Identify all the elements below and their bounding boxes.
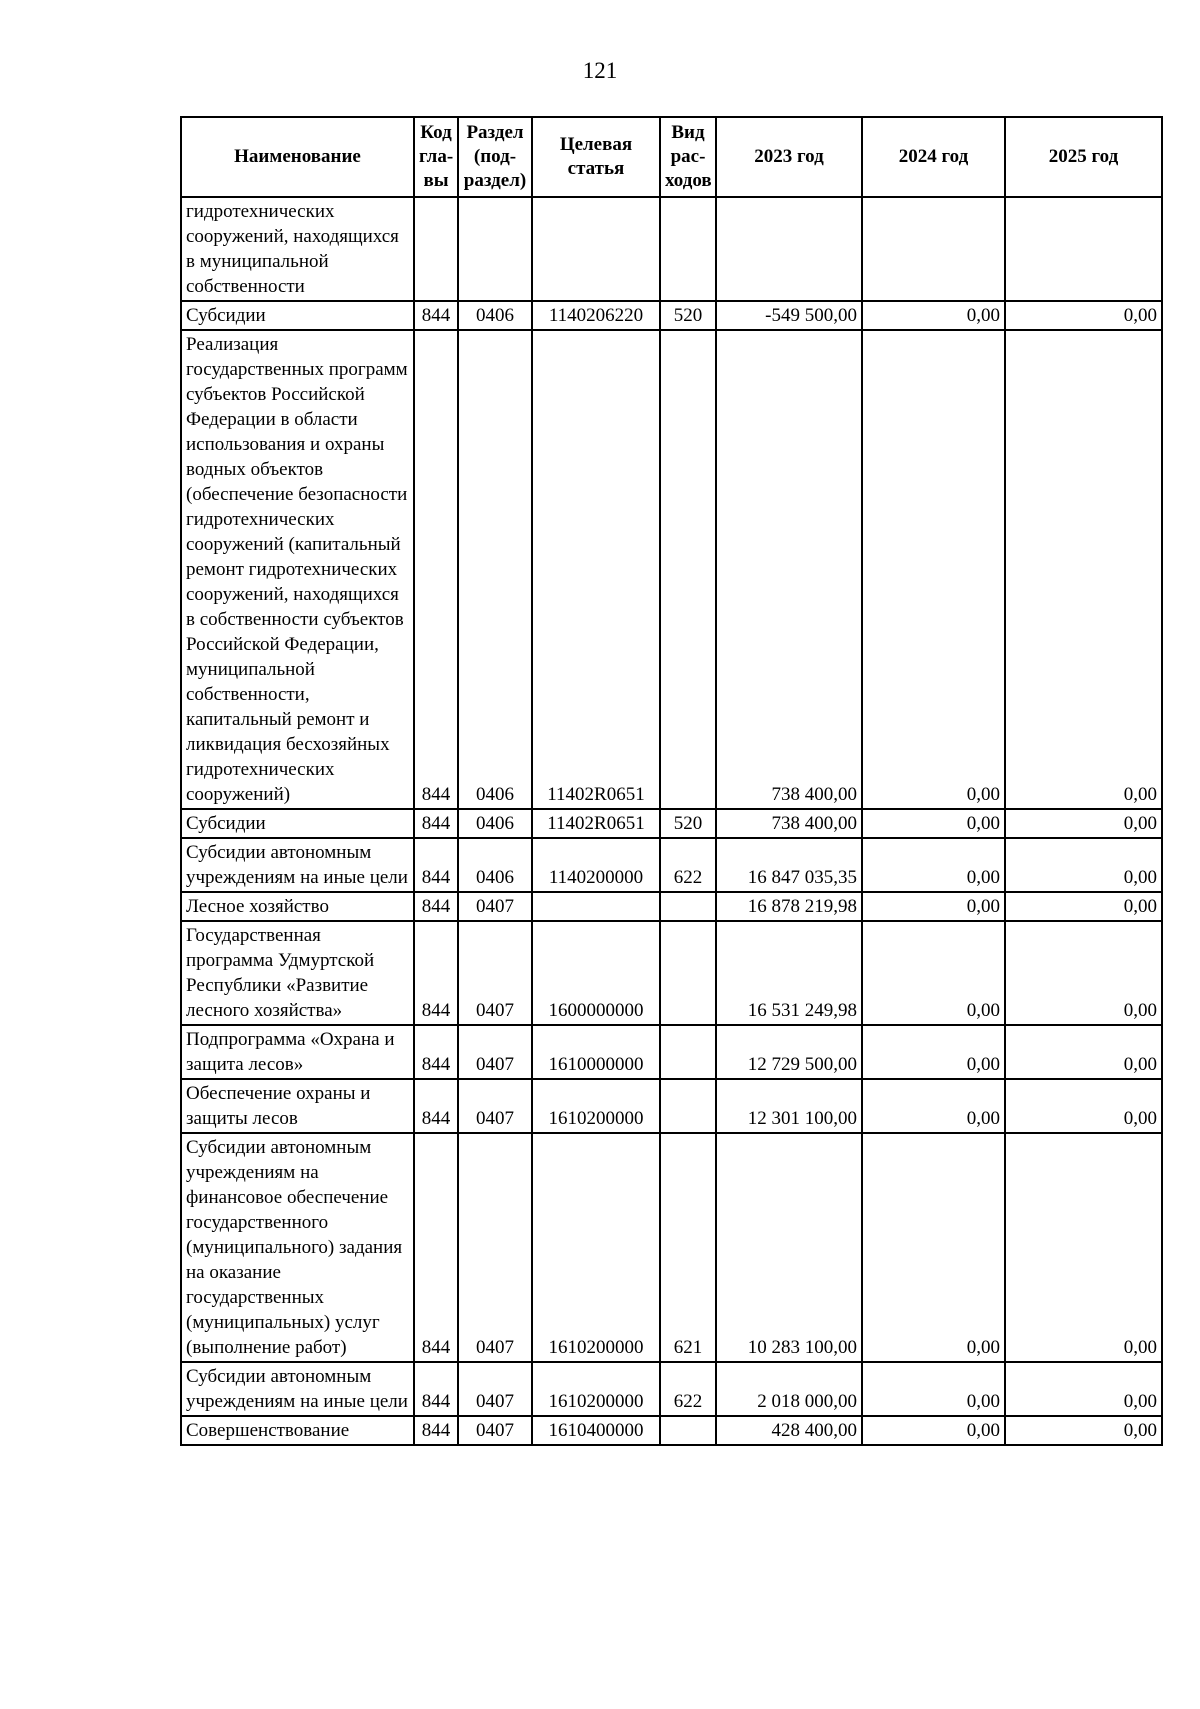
cell-target: 11402R0651 <box>532 330 660 809</box>
cell-y2024: 0,00 <box>862 892 1005 921</box>
cell-code: 844 <box>414 1025 458 1079</box>
table-row <box>181 1416 1162 1445</box>
table-row <box>181 1079 1162 1133</box>
cell-y2023: 10 283 100,00 <box>716 1133 862 1362</box>
cell-code: 844 <box>414 1416 458 1445</box>
cell-y2025: 0,00 <box>1005 1362 1162 1416</box>
header-2023: 2023 год <box>716 117 862 197</box>
header-type: Вид рас- ходов <box>660 117 716 197</box>
cell-y2025: 0,00 <box>1005 330 1162 809</box>
cell-type: 622 <box>660 838 716 892</box>
cell-target: 1600000000 <box>532 921 660 1025</box>
cell-code <box>414 197 458 301</box>
header-2024: 2024 год <box>862 117 1005 197</box>
table-row <box>181 1025 1162 1079</box>
cell-y2025: 0,00 <box>1005 1079 1162 1133</box>
cell-target: 1610200000 <box>532 1362 660 1416</box>
cell-name: Субсидии автономным учреждениям на иные цели <box>181 1362 414 1416</box>
cell-y2025: 0,00 <box>1005 809 1162 838</box>
cell-section: 0407 <box>458 1416 532 1445</box>
cell-section: 0407 <box>458 1133 532 1362</box>
cell-target <box>532 197 660 301</box>
cell-y2025 <box>1005 197 1162 301</box>
cell-y2023: 428 400,00 <box>716 1416 862 1445</box>
cell-name: Субсидии <box>181 809 414 838</box>
cell-y2023: -549 500,00 <box>716 301 862 330</box>
cell-target: 1140206220 <box>532 301 660 330</box>
header-2025: 2025 год <box>1005 117 1162 197</box>
cell-type: 520 <box>660 301 716 330</box>
cell-y2025: 0,00 <box>1005 838 1162 892</box>
cell-y2023: 738 400,00 <box>716 330 862 809</box>
cell-y2023: 738 400,00 <box>716 809 862 838</box>
cell-type <box>660 197 716 301</box>
cell-name: Лесное хозяйство <box>181 892 414 921</box>
cell-name: Государственная программа Удмуртской Республики «Развитие лесного хозяйства» <box>181 921 414 1025</box>
cell-code: 844 <box>414 1133 458 1362</box>
cell-y2025: 0,00 <box>1005 892 1162 921</box>
cell-type: 622 <box>660 1362 716 1416</box>
table-row <box>181 892 1162 921</box>
header-name: Наименование <box>181 117 414 197</box>
cell-type: 621 <box>660 1133 716 1362</box>
cell-target: 1610200000 <box>532 1079 660 1133</box>
cell-y2023: 16 847 035,35 <box>716 838 862 892</box>
cell-y2025: 0,00 <box>1005 1416 1162 1445</box>
cell-section: 0407 <box>458 1025 532 1079</box>
cell-y2024: 0,00 <box>862 1133 1005 1362</box>
cell-section: 0407 <box>458 1079 532 1133</box>
cell-y2024: 0,00 <box>862 330 1005 809</box>
cell-section: 0407 <box>458 892 532 921</box>
cell-section: 0407 <box>458 1362 532 1416</box>
cell-name: Субсидии автономным учреждениям на финансовое обеспечение государственного (муниципального) задания на оказание государственных (муниципальных) услуг (выполнение работ) <box>181 1133 414 1362</box>
table-row <box>181 1362 1162 1416</box>
table-row <box>181 809 1162 838</box>
table-row <box>181 838 1162 892</box>
header-section: Раздел (под- раздел) <box>458 117 532 197</box>
page-number: 121 <box>582 58 618 83</box>
cell-y2024: 0,00 <box>862 838 1005 892</box>
cell-target <box>532 892 660 921</box>
cell-target: 1140200000 <box>532 838 660 892</box>
cell-y2024: 0,00 <box>862 1416 1005 1445</box>
header-target: Целевая статья <box>532 117 660 197</box>
table-row <box>181 1133 1162 1362</box>
cell-y2023: 12 729 500,00 <box>716 1025 862 1079</box>
cell-section: 0406 <box>458 809 532 838</box>
cell-name: Реализация государственных программ субъектов Российской Федерации в области использования и охраны водных объектов (обеспечение безопасности гидротехнических сооружений (капитальный ремонт гидротехнических сооружений, находящихся в собственности субъектов Российской Федерации, муниципальной собственности, капитальный ремонт и ликвидация бесхозяйных гидротехнических сооружений) <box>181 330 414 809</box>
cell-name: Подпрограмма «Охрана и защита лесов» <box>181 1025 414 1079</box>
cell-code: 844 <box>414 921 458 1025</box>
cell-y2023: 12 301 100,00 <box>716 1079 862 1133</box>
cell-y2024: 0,00 <box>862 809 1005 838</box>
cell-code: 844 <box>414 809 458 838</box>
cell-y2024: 0,00 <box>862 1362 1005 1416</box>
cell-target: 1610200000 <box>532 1133 660 1362</box>
table-header-row <box>181 117 1162 197</box>
table-row <box>181 197 1162 301</box>
cell-name: Обеспечение охраны и защиты лесов <box>181 1079 414 1133</box>
cell-section <box>458 197 532 301</box>
cell-y2025: 0,00 <box>1005 1025 1162 1079</box>
cell-name: Совершенствование <box>181 1416 414 1445</box>
cell-type <box>660 1025 716 1079</box>
cell-y2024: 0,00 <box>862 301 1005 330</box>
cell-code: 844 <box>414 1079 458 1133</box>
cell-y2024: 0,00 <box>862 921 1005 1025</box>
cell-y2024 <box>862 197 1005 301</box>
cell-y2023: 16 531 249,98 <box>716 921 862 1025</box>
cell-y2025: 0,00 <box>1005 301 1162 330</box>
cell-type: 520 <box>660 809 716 838</box>
table-row <box>181 301 1162 330</box>
cell-type <box>660 330 716 809</box>
budget-table <box>180 116 1163 1446</box>
cell-y2024: 0,00 <box>862 1079 1005 1133</box>
cell-section: 0406 <box>458 838 532 892</box>
cell-y2024: 0,00 <box>862 1025 1005 1079</box>
cell-type <box>660 1416 716 1445</box>
cell-type <box>660 921 716 1025</box>
cell-y2023 <box>716 197 862 301</box>
cell-code: 844 <box>414 330 458 809</box>
cell-target: 1610400000 <box>532 1416 660 1445</box>
cell-y2023: 2 018 000,00 <box>716 1362 862 1416</box>
cell-name: Субсидии <box>181 301 414 330</box>
header-code: Код гла- вы <box>414 117 458 197</box>
table-row <box>181 921 1162 1025</box>
cell-target: 11402R0651 <box>532 809 660 838</box>
cell-name: Субсидии автономным учреждениям на иные цели <box>181 838 414 892</box>
cell-type <box>660 892 716 921</box>
cell-section: 0407 <box>458 921 532 1025</box>
cell-code: 844 <box>414 301 458 330</box>
cell-code: 844 <box>414 838 458 892</box>
cell-code: 844 <box>414 892 458 921</box>
cell-target: 1610000000 <box>532 1025 660 1079</box>
cell-type <box>660 1079 716 1133</box>
cell-section: 0406 <box>458 330 532 809</box>
table-row <box>181 330 1162 809</box>
cell-code: 844 <box>414 1362 458 1416</box>
cell-y2023: 16 878 219,98 <box>716 892 862 921</box>
table-body <box>181 197 1162 1445</box>
cell-y2025: 0,00 <box>1005 921 1162 1025</box>
cell-y2025: 0,00 <box>1005 1133 1162 1362</box>
cell-section: 0406 <box>458 301 532 330</box>
cell-name: гидротехнических сооружений, находящихся в муниципальной собственности <box>181 197 414 301</box>
